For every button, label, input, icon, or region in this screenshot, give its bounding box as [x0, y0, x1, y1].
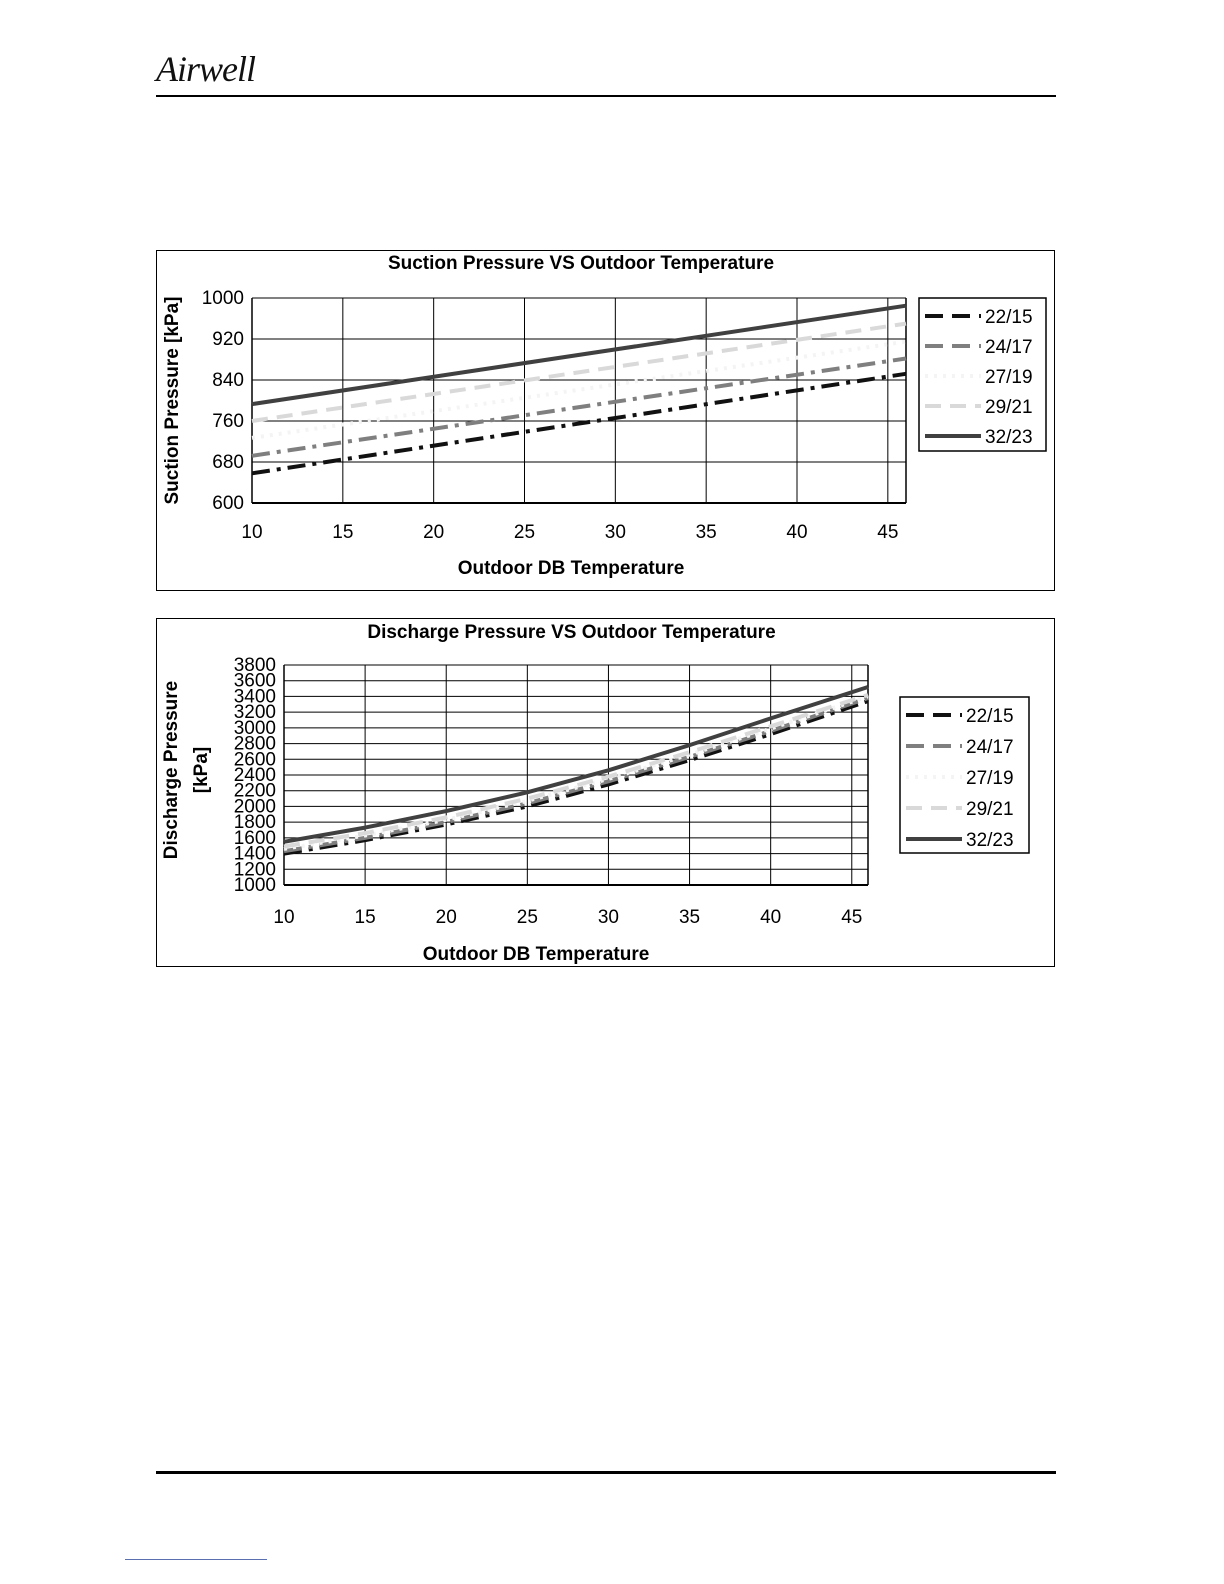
x-tick-label: 35 — [678, 907, 701, 928]
suction-pressure-chart — [156, 250, 1055, 591]
y-tick-label: 760 — [212, 411, 244, 432]
header-rule — [156, 95, 1056, 97]
plot-area — [252, 298, 906, 503]
y-tick-label: 2400 — [233, 765, 276, 786]
x-tick-label: 10 — [273, 907, 295, 928]
y-tick-label: 2600 — [233, 749, 276, 771]
y-tick-label: 3800 — [233, 655, 276, 676]
y-tick-label: 680 — [212, 452, 244, 473]
x-tick-label: 10 — [241, 522, 263, 543]
y-tick-label: 3400 — [233, 686, 276, 708]
y-tick-label: 3600 — [233, 670, 276, 692]
x-tick-label: 40 — [760, 907, 782, 928]
chart-title: Suction Pressure VS Outdoor Temperature — [387, 253, 775, 274]
y-axis-label: Suction Pressure [kPa] — [162, 296, 183, 505]
legend-label: 29/21 — [966, 799, 1014, 820]
suction-pressure-chart-svg — [157, 251, 1056, 592]
footnote-separator — [125, 1559, 267, 1560]
discharge-pressure-chart-svg — [157, 619, 1056, 968]
chart-title: Discharge Pressure VS Outdoor Temperature — [367, 622, 776, 643]
y-tick-label: 1800 — [233, 812, 276, 834]
y-tick-label: 3200 — [233, 702, 276, 724]
legend-label: 22/15 — [985, 307, 1033, 328]
y-axis-label — [161, 681, 212, 860]
x-tick-label: 40 — [786, 522, 808, 543]
y-tick-label: 3000 — [233, 717, 276, 739]
discharge-pressure-chart — [156, 618, 1055, 967]
y-tick-label: 1200 — [233, 859, 276, 881]
y-tick-label: 2000 — [233, 796, 276, 818]
legend-label: 27/19 — [985, 367, 1033, 388]
legend-label: 22/15 — [966, 706, 1014, 727]
y-tick-label: 920 — [212, 329, 244, 350]
x-tick-label: 35 — [695, 522, 717, 543]
legend-label: 32/23 — [966, 830, 1014, 851]
footer-rule — [156, 1471, 1056, 1474]
x-axis-label: Outdoor DB Temperature — [422, 944, 650, 965]
x-axis-label: Outdoor DB Temperature — [457, 558, 685, 579]
x-tick-label: 45 — [841, 907, 863, 928]
x-tick-label: 15 — [332, 522, 354, 543]
legend-label: 27/19 — [966, 768, 1014, 789]
x-tick-label: 25 — [516, 907, 538, 928]
x-tick-label: 20 — [435, 907, 457, 928]
legend-label: 29/21 — [985, 397, 1033, 418]
x-tick-label: 20 — [423, 522, 445, 543]
legend-label: 24/17 — [985, 337, 1033, 358]
y-tick-label: 840 — [212, 370, 244, 391]
x-tick-label: 15 — [354, 907, 376, 928]
y-tick-label: 2800 — [233, 733, 276, 755]
y-tick-label: 1600 — [233, 827, 276, 849]
y-tick-label: 1000 — [201, 288, 244, 309]
y-tick-label: 1000 — [233, 875, 276, 896]
y-axis-label-line2: [kPa] — [191, 746, 212, 794]
y-tick-label: 1400 — [233, 843, 276, 865]
y-axis-label-line1: Discharge Pressure — [161, 680, 182, 860]
legend-label: 32/23 — [985, 427, 1033, 448]
y-tick-label: 2200 — [233, 780, 276, 802]
x-tick-label: 30 — [597, 907, 620, 928]
x-tick-label: 25 — [513, 522, 536, 543]
legend-label: 24/17 — [966, 737, 1014, 758]
x-tick-label: 45 — [877, 522, 899, 543]
y-tick-label: 600 — [212, 493, 244, 514]
x-tick-label: 30 — [604, 522, 626, 543]
brand-logo: Airwell — [156, 49, 255, 89]
